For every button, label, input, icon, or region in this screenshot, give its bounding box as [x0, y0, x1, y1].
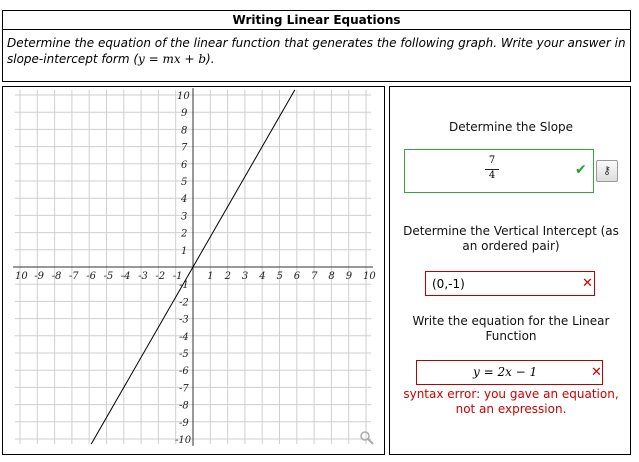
y-tick-label: 6 — [181, 159, 188, 171]
slope-input[interactable] — [404, 149, 594, 193]
x-tick-label: -1 — [172, 271, 183, 282]
y-tick-label: -4 — [179, 331, 189, 343]
graph-panel — [2, 86, 385, 455]
x-tick-label: -5 — [103, 271, 114, 282]
y-tick-label: -3 — [179, 314, 189, 326]
cross-icon: ✕ — [582, 276, 593, 291]
x-tick-label: 5 — [276, 271, 283, 282]
y-tick-label: -1 — [179, 280, 189, 292]
x-tick-label: -3 — [138, 271, 148, 282]
y-tick-label: 2 — [181, 228, 188, 240]
x-tick-label: 1 — [207, 271, 214, 282]
y-tick-label: 9 — [181, 108, 188, 120]
x-tick-label: 3 — [241, 271, 249, 282]
magnifier-icon[interactable] — [361, 432, 373, 444]
slope-label: Determine the Slope — [448, 120, 574, 134]
equation-input[interactable] — [416, 360, 603, 385]
y-tick-label: -5 — [179, 349, 189, 360]
y-tick-label: 7 — [181, 142, 188, 154]
x-tick-label: -7 — [68, 271, 79, 282]
equation-value: y = 2x − 1 — [473, 365, 538, 379]
x-tick-label: -6 — [86, 271, 96, 282]
y-tick-label: 5 — [181, 177, 188, 188]
y-tick-label: -9 — [179, 417, 189, 429]
prompt-formula: y = mx + b — [138, 52, 207, 66]
x-tick-label: 9 — [345, 271, 353, 282]
x-tick-label: 10 — [15, 271, 28, 282]
problem-prompt — [2, 29, 631, 82]
answer-panel — [389, 86, 631, 455]
y-tick-label: -10 — [175, 435, 192, 446]
x-tick-label: 6 — [293, 271, 301, 282]
intercept-value: (0,-1) — [432, 277, 465, 291]
x-tick-label: 10 — [363, 271, 376, 282]
coordinate-graph — [3, 87, 384, 454]
x-tick-label: 8 — [328, 271, 335, 282]
y-tick-label: 3 — [181, 211, 188, 223]
intercept-label: Determine the Vertical Intercept (as an ordered pair) — [403, 224, 619, 253]
x-tick-label: -2 — [155, 271, 166, 282]
prompt-text: Determine the equation of the linear function that generates the following graph. Write your answer in slope-intercept form ( — [7, 36, 626, 66]
y-tick-label: 8 — [181, 125, 188, 137]
syntax-error-message: syntax error: you gave an equation, not an expression. — [403, 387, 619, 416]
activity-frame — [2, 10, 631, 455]
check-icon: ✔ — [575, 162, 587, 178]
y-tick-label: -7 — [179, 383, 189, 395]
cross-icon: ✕ — [591, 365, 602, 380]
x-tick-label: 7 — [311, 271, 318, 282]
x-tick-label: -4 — [120, 271, 131, 282]
y-tick-label: 4 — [181, 194, 188, 206]
slope-numerator: 7 — [488, 155, 496, 166]
y-tick-label: -8 — [179, 400, 189, 412]
prompt-text-end: ). — [206, 52, 215, 66]
page-title: Writing Linear Equations — [2, 10, 631, 30]
x-tick-label: -8 — [51, 271, 62, 282]
intercept-input[interactable] — [425, 271, 595, 296]
x-tick-label: 4 — [259, 271, 266, 282]
y-tick-label: 10 — [177, 91, 190, 102]
slope-denominator: 4 — [488, 170, 496, 181]
x-tick-label: 2 — [224, 271, 231, 282]
y-tick-label: -6 — [179, 366, 189, 378]
key-icon[interactable]: ⚷ — [596, 160, 618, 182]
equation-label: Write the equation for the Linear Function — [412, 314, 610, 343]
x-tick-label: -9 — [34, 271, 45, 282]
y-tick-label: -2 — [179, 297, 189, 309]
y-tick-label: 1 — [181, 245, 188, 257]
